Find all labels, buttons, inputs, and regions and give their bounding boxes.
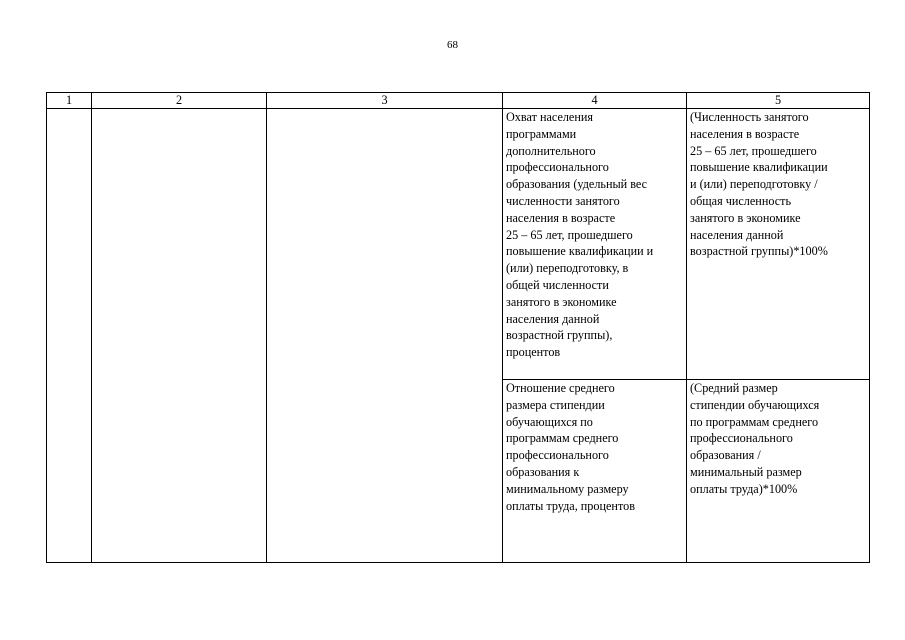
- page-number: 68: [447, 39, 458, 51]
- cell-col-3: [267, 109, 503, 380]
- column-header-4: 4: [503, 93, 687, 109]
- column-header-1: 1: [47, 93, 92, 109]
- formula-cell: [687, 109, 870, 380]
- formula-cell: [687, 380, 870, 563]
- cell-col-1: [47, 109, 92, 380]
- formula-text: (Средний размер стипендии обучающихся по программам среднего профессионального образования / минимальный размер оплаты труда)*100%: [690, 381, 820, 496]
- formula-text: (Численность занятого населения в возрасте 25 – 65 лет, прошедшего повышение квалификации и (или) переподготовку / общая численность занятого в экономике населения данной возрастной группы)*100%: [690, 110, 828, 259]
- indicator-text: Отношение среднего размера стипендии обучающихся по программам среднего профессионального образования к минимальному размеру оплаты труда, процентов: [506, 381, 635, 513]
- indicators-table: [46, 92, 870, 563]
- indicator-cell: [503, 380, 687, 563]
- cell-col-3: [267, 380, 503, 563]
- table-header-row: [47, 93, 870, 109]
- table-row: [47, 109, 870, 380]
- table-row: [47, 380, 870, 563]
- column-header-2: 2: [92, 93, 267, 109]
- cell-col-2: [92, 109, 267, 380]
- column-header-5: 5: [687, 93, 870, 109]
- indicator-cell: [503, 109, 687, 380]
- cell-col-1: [47, 380, 92, 563]
- indicator-text: Охват населения программами дополнительного профессионального образования (удельный вес численности занятого населения в возрасте 25 – 65 лет, прошедшего повышение квалификации и (или) переподготовку, в общей численности занятого в экономике населения данной возрастной группы), процентов: [506, 110, 654, 360]
- column-header-3: 3: [267, 93, 503, 109]
- cell-col-2: [92, 380, 267, 563]
